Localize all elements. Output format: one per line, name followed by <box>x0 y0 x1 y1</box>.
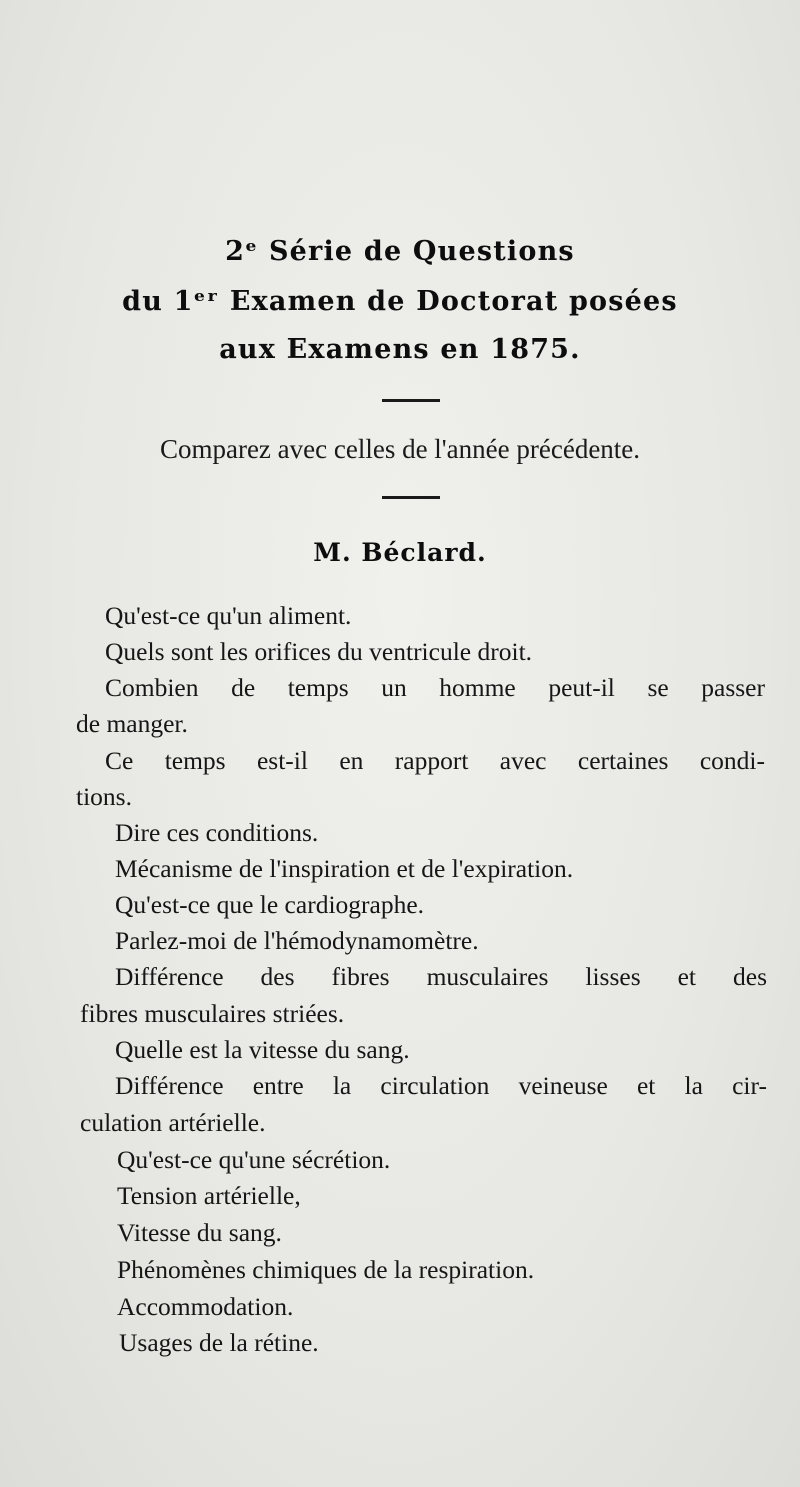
question-line: Accommodation. <box>117 1292 294 1321</box>
question-line: Combien de temps un homme peut-il se passer <box>105 673 765 702</box>
question-line: Quels sont les orifices du ventricule droit. <box>105 637 533 666</box>
examiner-name: M. Béclard. <box>313 538 487 567</box>
question-line: de manger. <box>76 709 188 738</box>
question-line: Qu'est-ce qu'un aliment. <box>105 601 352 630</box>
question-line: Différence des fibres musculaires lisses et des <box>115 962 767 991</box>
question-line: culation artérielle. <box>80 1108 266 1137</box>
question-line: Usages de la rétine. <box>119 1328 319 1357</box>
question-line: Qu'est-ce qu'une sécrétion. <box>117 1145 391 1174</box>
divider-rule <box>382 399 440 402</box>
question-line: Vitesse du sang. <box>117 1218 282 1247</box>
question-line: tions. <box>76 782 132 811</box>
question-line: Tension artérielle, <box>117 1181 301 1210</box>
question-line: Mécanisme de l'inspiration et de l'expiration. <box>115 854 574 883</box>
title-line-1: 2ᵉ Série de Questions <box>225 236 575 267</box>
question-line: Ce temps est-il en rapport avec certaines condi- <box>105 746 765 775</box>
question-line: Parlez-moi de l'hémodynamomètre. <box>115 926 479 955</box>
question-line: Phénomènes chimiques de la respiration. <box>117 1255 535 1284</box>
question-line: Quelle est la vitesse du sang. <box>115 1035 410 1064</box>
title-line-2: du 1ᵉʳ Examen de Doctorat posées <box>122 286 678 317</box>
title-line-3: aux Examens en 1875. <box>219 334 581 365</box>
divider-rule <box>382 496 440 499</box>
question-line: fibres musculaires striées. <box>80 999 345 1028</box>
question-line: Différence entre la circulation veineuse et la cir- <box>115 1071 767 1100</box>
question-line: Dire ces conditions. <box>115 818 319 847</box>
question-line: Qu'est-ce que le cardiographe. <box>115 890 425 919</box>
subtitle: Comparez avec celles de l'année précédente. <box>159 434 641 464</box>
